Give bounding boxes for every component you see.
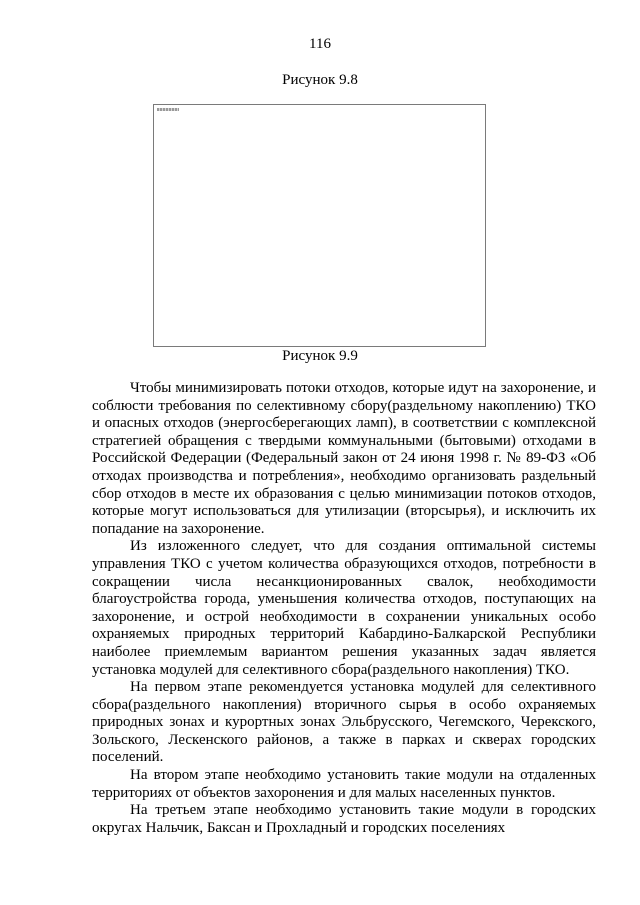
body-text <box>92 380 596 837</box>
figure-caption-9-8: Рисунок 9.8 <box>282 72 358 88</box>
figure-9-9-image <box>153 104 486 347</box>
paragraph-5: На третьем этапе необходимо установить такие модули в городских округах Нальчик, Баксан и Прохладный и городских поселениях <box>92 802 596 836</box>
broken-image-icon <box>157 108 179 111</box>
page-number: 116 <box>309 36 331 52</box>
figure-caption-9-9: Рисунок 9.9 <box>282 348 358 364</box>
paragraph-4: На втором этапе необходимо установить такие модули на отдаленных территориях от объектов захоронения и для малых населенных пунктов. <box>92 767 596 801</box>
paragraph-1: Чтобы минимизировать потоки отходов, которые идут на захоронение, и соблюсти требования по селективному сбору(раздельному накоплению) ТКО и опасных отходов (энергосберегающих ламп), в соответствии с комплексной стратегией обращения с твердыми коммунальными (бытовыми) отходами в Российской Федерации (Федеральный закон от 24 июня 1998 г. № 89-ФЗ «Об отходах производства и потребления», необходимо организовать раздельный сбор отходов в месте их образования с целью минимизации потоков отходов, которые могут использоваться для утилизации (вторсырья), и исключить их попадание на захоронение. <box>92 380 596 537</box>
paragraph-2: Из изложенного следует, что для создания оптимальной системы управления ТКО с учетом количества образующихся отходов, потребности в сокращении числа несанкционированных свалок, необходимости благоустройства города, уменьшения количества отходов, поступающих на захоронение, и острой необходимости в сохранении уникальных особо охраняемых природных территорий Кабардино-Балкарской Республики наиболее приемлемым вариантом решения указанных задач является установка модулей для селективного сбора(раздельного накопления) ТКО. <box>92 538 596 678</box>
paragraph-3: На первом этапе рекомендуется установка модулей для селективного сбора(раздельного накопления) вторичного сырья в особо охраняемых природных зонах и курортных зонах Эльбрусского, Чегемского, Черекского, Зольского, Лескенского районов, а также в парках и скверах городских поселений. <box>92 679 596 766</box>
